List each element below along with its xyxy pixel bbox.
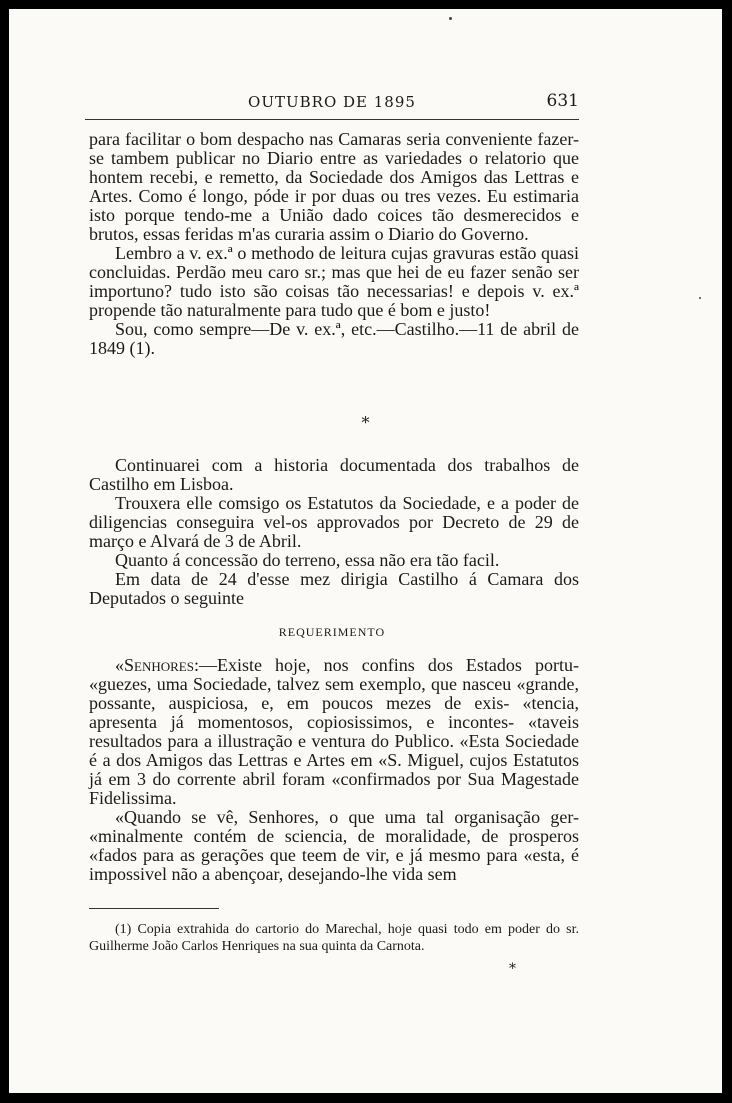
footnote-mark: *	[509, 961, 516, 977]
footnote	[89, 921, 579, 955]
header-rule	[85, 119, 579, 120]
text-block-middle	[89, 456, 579, 608]
scan-speck	[699, 297, 701, 299]
paragraph: Lembro a v. ex.ª o methodo de leitura cujas gravuras estão quasi concluidas. Perdão meu caro sr.; mas que hei de eu fazer senão ser importuno? tudo isto são coisas tão necessarias! e depois v. ex.ª propende tão naturalmente para tudo que é bom e justo!	[89, 243, 579, 320]
section-title: REQUERIMENTO	[278, 625, 386, 639]
paragraph: Em data de 24 d'esse mez dirigia Castilho á Camara dos Deputados o seguinte	[89, 569, 579, 608]
paragraph: Trouxera elle comsigo os Estatutos da Sociedade, e a poder de diligencias conseguira vel-os approvados por Decreto de 29 de março e Alvará de 3 de Abril.	[89, 493, 579, 551]
document-page	[9, 9, 722, 1093]
paragraph: Quanto á concessão do terreno, essa não era tão facil.	[115, 550, 500, 570]
header-title: OUTUBRO DE 1895	[248, 93, 416, 111]
scan-speck	[449, 17, 452, 20]
paragraph-text: —Existe hoje, nos confins dos Estados portu- «guezes, uma Sociedade, talvez sem exemplo, que nasceu «grande, possante, auspiciosa, e, em poucos mezes de exis- «tencia, apresenta já momentosos, copiosissimos, e incontes- «taveis resultados para a illustração e ventura do Publico. «Esta Sociedade é a dos Amigos das Lettras e Artes em «S. Miguel, cujos Estatutos já em 3 do corrente abril foram «confirmados por Sua Magestade Fidelissima.	[89, 655, 579, 808]
paragraph: Continuarei com a historia documentada dos trabalhos de Castilho em Lisboa.	[89, 455, 579, 494]
footnote-rule	[89, 908, 219, 909]
paragraph: para facilitar o bom despacho nas Camaras seria conveniente fazer-se tambem publicar no Diario entre as variedades o relatorio que hontem recebi, e remetto, da Sociedade dos Amigos das Lettras e Artes. Como é longo, póde ir por duas ou tres vezes. Eu estimaria isto porque tendo-me a União dado coices tão desmerecidos e brutos, essas feridas m'as curaria assim o Diario do Governo.	[89, 129, 579, 244]
text-block-requerimento	[89, 656, 579, 884]
running-header	[85, 89, 579, 115]
salutation: Senhores:	[124, 655, 199, 675]
paragraph: «Senhores:—Existe hoje, nos confins dos Estados portu- «guezes, uma Sociedade, talvez sem exemplo, que nasceu «grande, possante, auspiciosa, e, em poucos mezes de exis- «tencia, apresenta já momentosos, copiosissimos, e incontes- «taveis resultados para a illustração e ventura do Publico. «Esta Sociedade é a dos Amigos das Lettras e Artes em «S. Miguel, cujos Estatutos já em 3 do corrente abril foram «confirmados por Sua Magestade Fidelissima.	[89, 655, 579, 808]
page-number: 631	[546, 91, 579, 111]
paragraph: Sou, como sempre—De v. ex.ª, etc.—Castilho.—11 de abril de 1849 (1).	[89, 319, 579, 358]
paragraph: «Quando se vê, Senhores, o que uma tal organisação ger- «minalmente contém de sciencia, de moralidade, de prosperos «fados para as gerações que teem de vir, e já mesmo para «esta, é impossivel não a abençoar, desejando-lhe vida sem	[89, 807, 579, 884]
asterism-divider: *	[361, 413, 370, 432]
text-block-top	[89, 130, 579, 358]
footnote-text: (1) Copia extrahida do cartorio do Marechal, hoje quasi todo em poder do sr. Guilherme João Carlos Henriques na sua quinta da Carnota.	[89, 922, 579, 954]
